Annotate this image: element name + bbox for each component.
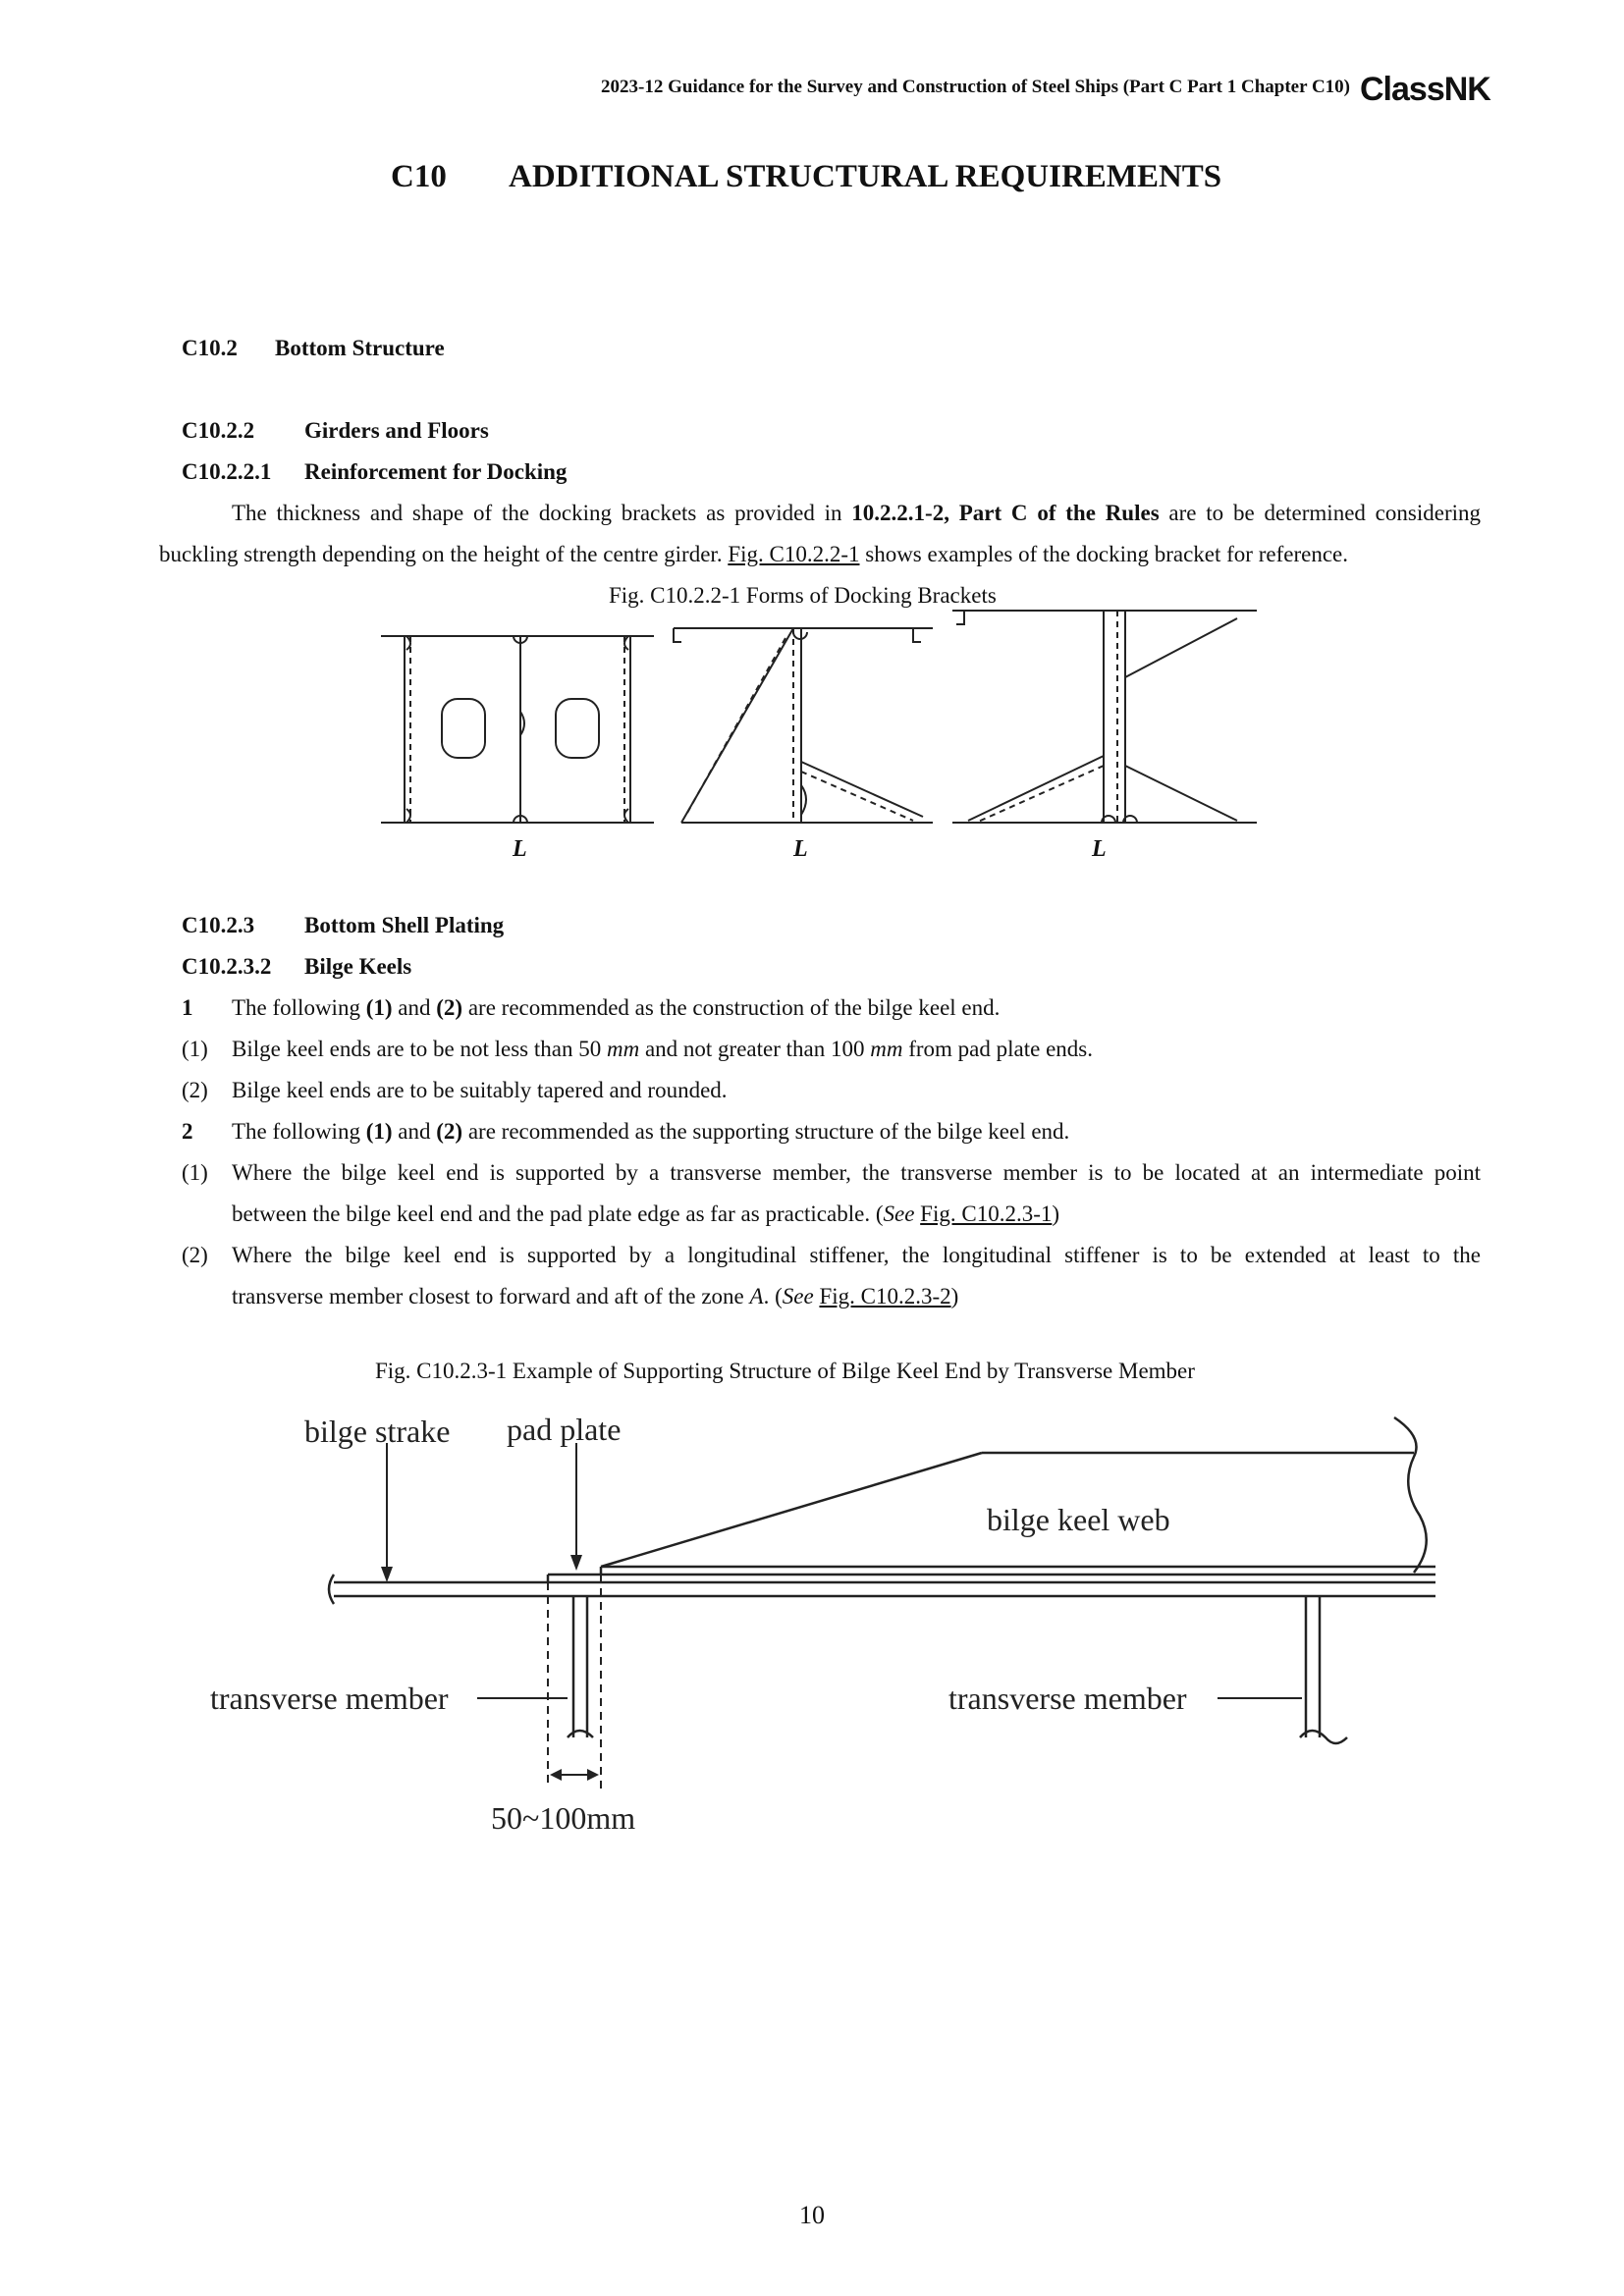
- item-text: and: [392, 995, 437, 1020]
- zone-label: A: [749, 1284, 764, 1308]
- item-ref: (2): [436, 1119, 463, 1144]
- classnk-logo: ClassNK: [1360, 71, 1490, 108]
- section-c10-2-3-2-title: Bilge Keels: [304, 954, 412, 979]
- item-text: and not greater than 100: [639, 1037, 871, 1061]
- subitem-2-2-line-1: Where the bilge keel end is supported by a longitudinal stiffener, the longitudinal stiffener is to be extended at least to the: [232, 1243, 1481, 1267]
- item-ref: (2): [436, 995, 463, 1020]
- fig-c10-2-2-1-caption: Fig. C10.2.2-1 Forms of Docking Brackets: [609, 583, 997, 608]
- subitem-1-2-number: (2): [182, 1078, 208, 1102]
- see-text: See: [883, 1201, 915, 1226]
- see-text: See: [782, 1284, 814, 1308]
- item-text: transverse member closest to forward and aft of the zone: [232, 1284, 750, 1308]
- section-c10-2-3-2-number: C10.2.3.2: [182, 954, 272, 979]
- item-1-number: 1: [182, 995, 193, 1020]
- section-c10-2-title: Bottom Structure: [275, 336, 445, 360]
- item-text: Bilge keel ends are to be not less than 50: [232, 1037, 607, 1061]
- fig-c10-2-3-1-caption: Fig. C10.2.3-1 Example of Supporting Structure of Bilge Keel End by Transverse Member: [375, 1359, 1195, 1383]
- subitem-2-2-number: (2): [182, 1243, 208, 1267]
- paragraph-text: buckling strength depending on the height of the centre girder.: [159, 542, 729, 566]
- page-number: 10: [799, 2201, 825, 2229]
- rule-reference: 10.2.2.1-2, Part C of the Rules: [851, 501, 1160, 525]
- chapter-number: C10: [391, 159, 447, 194]
- item-text: between the bilge keel end and the pad plate edge as far as practicable. (: [232, 1201, 884, 1226]
- fig-c10-2-3-2-link[interactable]: Fig. C10.2.3-2: [819, 1284, 951, 1308]
- item-text: . (: [763, 1284, 783, 1308]
- section-c10-2-3-number: C10.2.3: [182, 913, 255, 937]
- fig1-label-l-right: L: [1092, 836, 1107, 862]
- transverse-member-left-label: transverse member: [210, 1681, 449, 1716]
- section-c10-2-3-title: Bottom Shell Plating: [304, 913, 505, 937]
- item-text: from pad plate ends.: [902, 1037, 1093, 1061]
- chapter-title: ADDITIONAL STRUCTURAL REQUIREMENTS: [509, 159, 1222, 194]
- section-c10-2-2-number: C10.2.2: [182, 418, 255, 443]
- item-ref: (1): [365, 1119, 393, 1144]
- item-ref: (1): [365, 995, 393, 1020]
- section-c10-2-2-1-title: Reinforcement for Docking: [304, 459, 568, 484]
- fig-c10-2-3-1-link[interactable]: Fig. C10.2.3-1: [920, 1201, 1053, 1226]
- subitem-2-1-number: (1): [182, 1160, 208, 1185]
- paragraph-text: are to be determined considering: [1159, 501, 1481, 525]
- fig-c10-2-2-1-link[interactable]: Fig. C10.2.2-1: [728, 542, 860, 566]
- unit: mm: [606, 1037, 640, 1061]
- fig1-label-l-left: L: [513, 836, 527, 862]
- bilge-keel-web-label: bilge keel web: [987, 1502, 1170, 1537]
- running-header: 2023-12 Guidance for the Survey and Construction of Steel Ships (Part C Part 1 Chapter C10): [601, 77, 1350, 97]
- transverse-member-right-label: transverse member: [948, 1681, 1187, 1716]
- item-text: and: [392, 1119, 437, 1144]
- bilge-strake-label: bilge strake: [304, 1414, 451, 1449]
- section-c10-2-number: C10.2: [182, 336, 238, 360]
- item-text: The following: [232, 1119, 366, 1144]
- item-text: ): [950, 1284, 959, 1308]
- subitem-1-2-text: Bilge keel ends are to be suitably tapered and rounded.: [232, 1078, 728, 1102]
- item-text: are recommended as the supporting structure of the bilge keel end.: [462, 1119, 1070, 1144]
- unit: mm: [870, 1037, 903, 1061]
- section-c10-2-2-title: Girders and Floors: [304, 418, 489, 443]
- subitem-1-1-number: (1): [182, 1037, 208, 1061]
- item-text: The following: [232, 995, 366, 1020]
- section-c10-2-2-1-number: C10.2.2.1: [182, 459, 272, 484]
- paragraph-text: shows examples of the docking bracket for reference.: [859, 542, 1348, 566]
- item-text: ): [1052, 1201, 1060, 1226]
- item-2-number: 2: [182, 1119, 193, 1144]
- item-text: are recommended as the construction of the bilge keel end.: [462, 995, 1001, 1020]
- pad-plate-label: pad plate: [507, 1412, 622, 1447]
- subitem-2-1-line-1: Where the bilge keel end is supported by a transverse member, the transverse member is to be located at an intermediate point: [232, 1160, 1481, 1185]
- paragraph-text: The thickness and shape of the docking brackets as provided in: [232, 501, 852, 525]
- dimension-label: 50~100mm: [491, 1800, 636, 1836]
- fig1-label-l-middle: L: [793, 836, 808, 862]
